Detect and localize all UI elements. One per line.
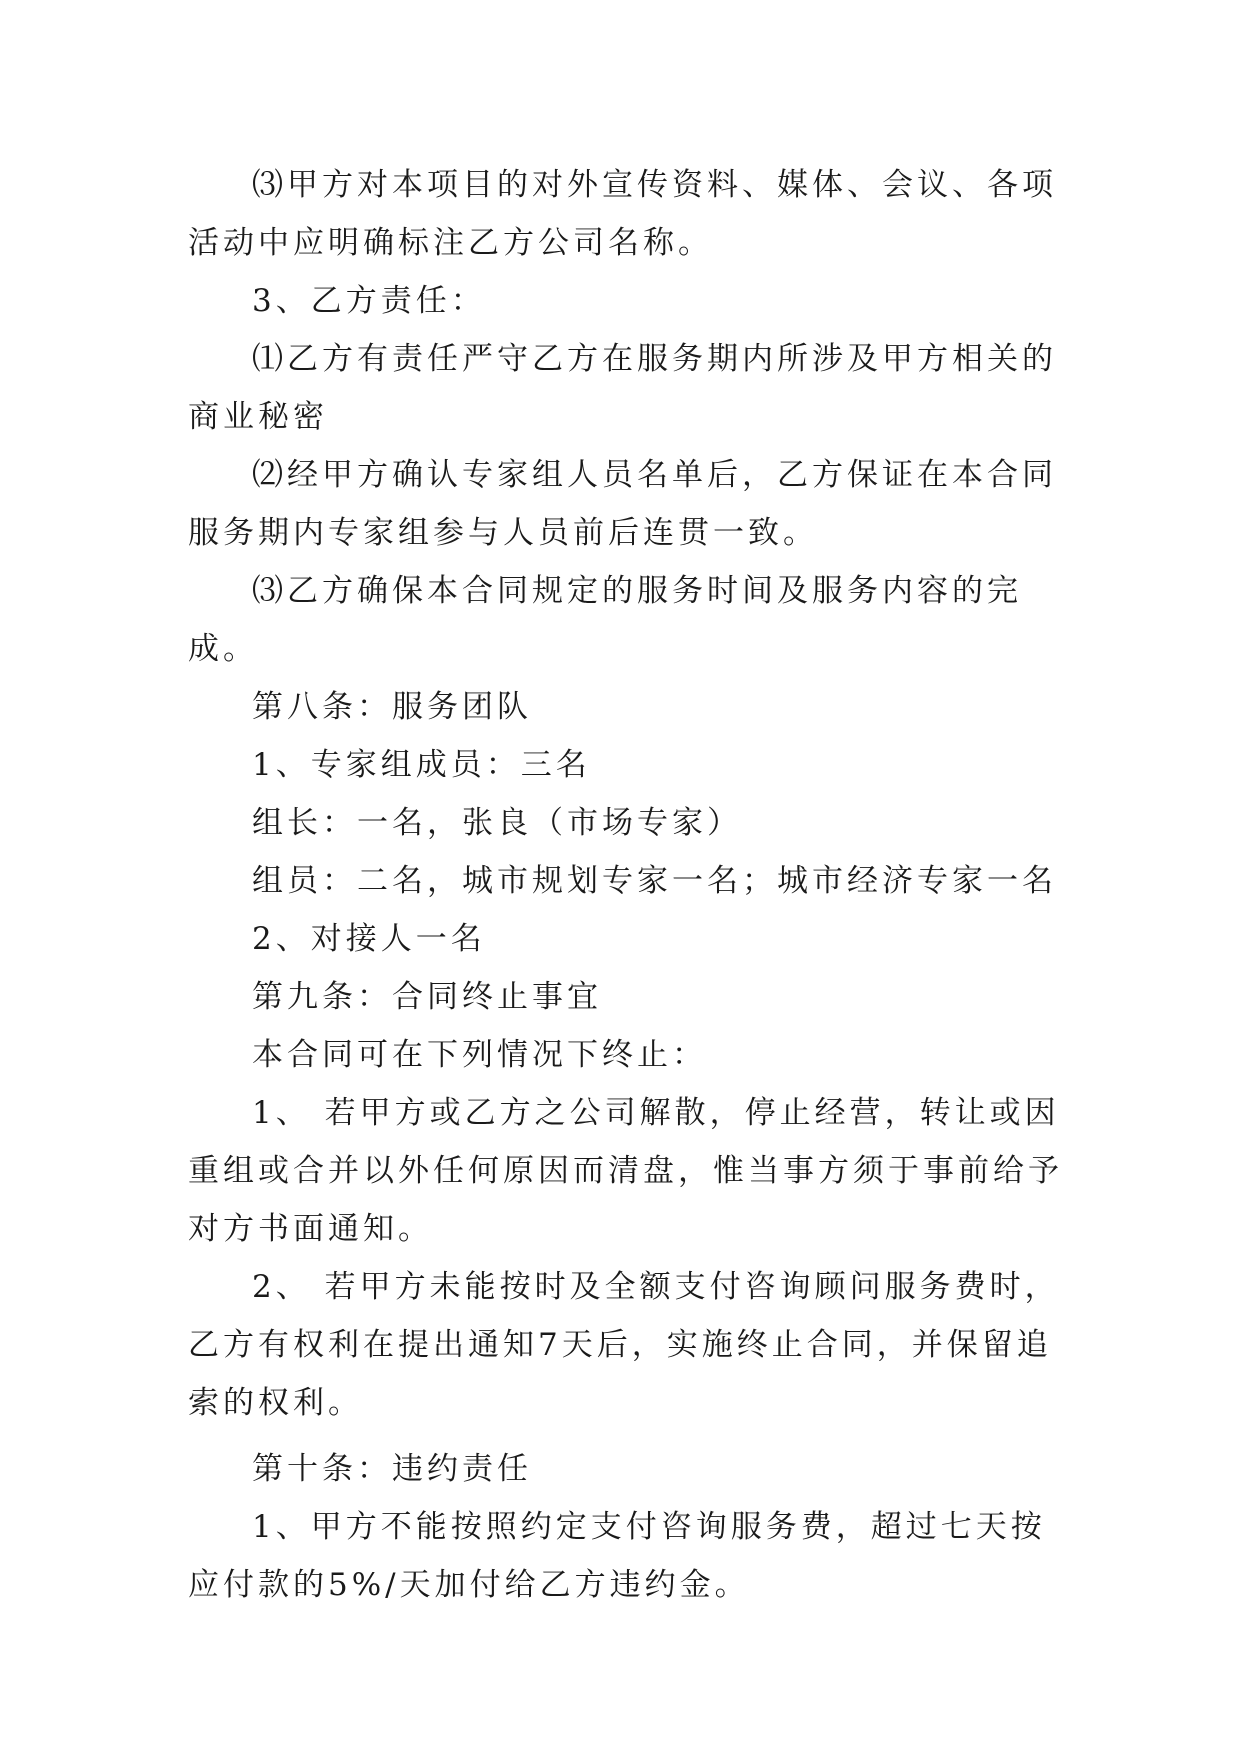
paragraph-contact-person: 2、对接人一名 — [252, 921, 486, 957]
document-body — [188, 156, 1068, 1614]
heading-party-b-duties: 3、乙方责任： — [252, 283, 486, 319]
paragraph-party-b-team-consistency: ⑵经甲方确认专家组人员名单后，乙方保证在本合同服务期内专家组参与人员前后连贯一致。 — [188, 457, 1057, 551]
paragraph-expert-members: 1、专家组成员：三名 — [252, 747, 591, 783]
paragraph-party-b-confidentiality: ⑴乙方有责任严守乙方在服务期内所涉及甲方相关的商业秘密 — [188, 341, 1057, 435]
heading-article-8: 第八条：服务团队 — [252, 689, 532, 725]
heading-article-9: 第九条：合同终止事宜 — [252, 979, 602, 1015]
paragraph-team-leader: 组长：一名，张良（市场专家） — [252, 805, 742, 841]
paragraph-termination-clause-2: 2、 若甲方未能按时及全额支付咨询顾问服务费时，乙方有权利在提出通知7天后，实施终止合同，并保留追索的权利。 — [188, 1269, 1060, 1421]
paragraph-termination-intro: 本合同可在下列情况下终止： — [252, 1037, 707, 1073]
paragraph-party-b-completion: ⑶乙方确保本合同规定的服务时间及服务内容的完成。 — [188, 573, 1022, 667]
heading-article-10: 第十条：违约责任 — [252, 1451, 532, 1487]
paragraph-party-a-publicity: ⑶甲方对本项目的对外宣传资料、媒体、会议、各项活动中应明确标注乙方公司名称。 — [188, 167, 1057, 261]
paragraph-team-members: 组员：二名，城市规划专家一名；城市经济专家一名 — [252, 863, 1057, 899]
paragraph-breach-clause-1: 1、甲方不能按照约定支付咨询服务费，超过七天按应付款的5%/天加付给乙方违约金。 — [188, 1509, 1046, 1603]
paragraph-termination-clause-1: 1、 若甲方或乙方之公司解散，停止经营，转让或因重组或合并以外任何原因而清盘，惟当事方须于事前给予对方书面通知。 — [188, 1095, 1063, 1247]
